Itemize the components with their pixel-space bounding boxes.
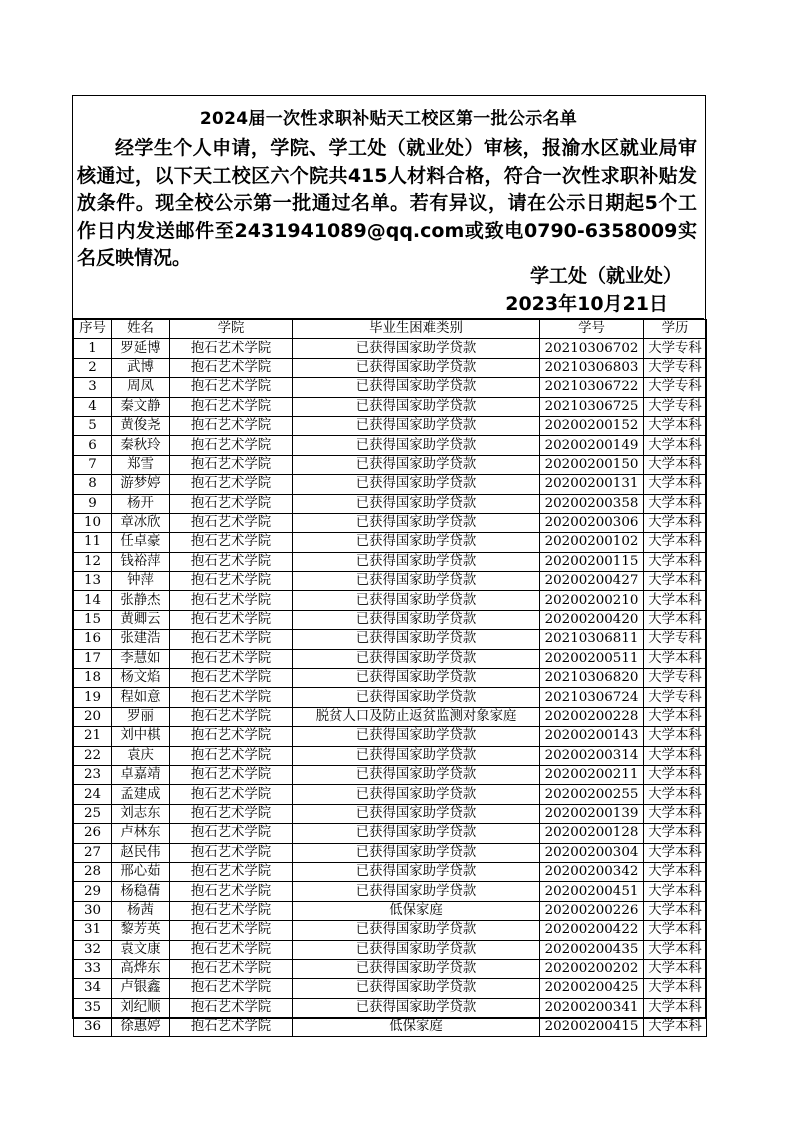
document-sheet (72, 95, 706, 1035)
cell-index: 16 (74, 630, 112, 649)
cell-difficulty-category: 脱贫人口及防止返贫监测对象家庭 (293, 707, 540, 726)
table-row (74, 785, 707, 804)
cell-name: 郑雪 (112, 455, 170, 474)
cell-student-id: 20200200425 (540, 979, 644, 998)
cell-index: 24 (74, 785, 112, 804)
table-row (74, 669, 707, 688)
cell-education: 大学本科 (644, 591, 707, 610)
cell-name: 赵民伟 (112, 843, 170, 862)
cell-student-id: 20200200341 (540, 998, 644, 1017)
cell-index: 32 (74, 940, 112, 959)
cell-index: 3 (74, 378, 112, 397)
table-row (74, 591, 707, 610)
table-row (74, 1018, 707, 1037)
table-row (74, 552, 707, 571)
cell-college: 抱石艺术学院 (170, 475, 293, 494)
cell-name: 刘纪顺 (112, 998, 170, 1017)
cell-education: 大学本科 (644, 649, 707, 668)
cell-name: 卢林东 (112, 824, 170, 843)
cell-index: 23 (74, 765, 112, 784)
cell-difficulty-category: 已获得国家助学贷款 (293, 998, 540, 1017)
cell-index: 26 (74, 824, 112, 843)
cell-difficulty-category: 已获得国家助学贷款 (293, 494, 540, 513)
cell-difficulty-category: 已获得国家助学贷款 (293, 824, 540, 843)
cell-student-id: 20200200128 (540, 824, 644, 843)
table-row (74, 959, 707, 978)
cell-education: 大学本科 (644, 804, 707, 823)
cell-student-id: 20200200139 (540, 804, 644, 823)
cell-name: 卓嘉靖 (112, 765, 170, 784)
cell-student-id: 20200200422 (540, 921, 644, 940)
cell-college: 抱石艺术学院 (170, 669, 293, 688)
cell-student-id: 20200200226 (540, 901, 644, 920)
cell-index: 21 (74, 727, 112, 746)
cell-name: 黄俊尧 (112, 416, 170, 435)
cell-difficulty-category: 已获得国家助学贷款 (293, 940, 540, 959)
cell-index: 20 (74, 707, 112, 726)
header-difficulty-category: 毕业生困难类别 (293, 320, 540, 339)
cell-name: 刘中棋 (112, 727, 170, 746)
cell-college: 抱石艺术学院 (170, 765, 293, 784)
cell-college: 抱石艺术学院 (170, 533, 293, 552)
cell-student-id: 20200200255 (540, 785, 644, 804)
cell-education: 大学本科 (644, 436, 707, 455)
cell-education: 大学专科 (644, 688, 707, 707)
cell-college: 抱石艺术学院 (170, 959, 293, 978)
cell-difficulty-category: 已获得国家助学贷款 (293, 921, 540, 940)
cell-difficulty-category: 已获得国家助学贷款 (293, 765, 540, 784)
cell-education: 大学本科 (644, 416, 707, 435)
table-row (74, 707, 707, 726)
table-row (74, 630, 707, 649)
cell-difficulty-category: 低保家庭 (293, 901, 540, 920)
cell-college: 抱石艺术学院 (170, 921, 293, 940)
cell-index: 8 (74, 475, 112, 494)
cell-difficulty-category: 已获得国家助学贷款 (293, 591, 540, 610)
cell-difficulty-category: 已获得国家助学贷款 (293, 416, 540, 435)
cell-education: 大学专科 (644, 669, 707, 688)
table-row (74, 921, 707, 940)
table-row (74, 804, 707, 823)
cell-college: 抱石艺术学院 (170, 339, 293, 358)
cell-name: 黄卿云 (112, 610, 170, 629)
cell-education: 大学本科 (644, 843, 707, 862)
cell-name: 罗延博 (112, 339, 170, 358)
cell-college: 抱石艺术学院 (170, 746, 293, 765)
cell-student-id: 20200200115 (540, 552, 644, 571)
cell-index: 10 (74, 513, 112, 532)
cell-difficulty-category: 已获得国家助学贷款 (293, 610, 540, 629)
cell-education: 大学本科 (644, 862, 707, 881)
cell-education: 大学本科 (644, 552, 707, 571)
cell-college: 抱石艺术学院 (170, 494, 293, 513)
cell-college: 抱石艺术学院 (170, 416, 293, 435)
cell-name: 杨文焰 (112, 669, 170, 688)
table-row (74, 572, 707, 591)
cell-student-id: 20200200511 (540, 649, 644, 668)
cell-name: 张静杰 (112, 591, 170, 610)
cell-name: 邢心茹 (112, 862, 170, 881)
cell-student-id: 20210306811 (540, 630, 644, 649)
cell-index: 7 (74, 455, 112, 474)
table-row (74, 998, 707, 1017)
cell-education: 大学本科 (644, 707, 707, 726)
cell-index: 9 (74, 494, 112, 513)
cell-student-id: 20200200420 (540, 610, 644, 629)
cell-college: 抱石艺术学院 (170, 397, 293, 416)
cell-index: 28 (74, 862, 112, 881)
table-row (74, 358, 707, 377)
cell-college: 抱石艺术学院 (170, 455, 293, 474)
cell-student-id: 20200200102 (540, 533, 644, 552)
cell-college: 抱石艺术学院 (170, 513, 293, 532)
cell-college: 抱石艺术学院 (170, 552, 293, 571)
cell-difficulty-category: 已获得国家助学贷款 (293, 397, 540, 416)
table-row (74, 475, 707, 494)
cell-index: 31 (74, 921, 112, 940)
cell-name: 黎芳英 (112, 921, 170, 940)
cell-education: 大学本科 (644, 494, 707, 513)
cell-index: 34 (74, 979, 112, 998)
table-row (74, 533, 707, 552)
table-row (74, 727, 707, 746)
table-row (74, 494, 707, 513)
cell-index: 35 (74, 998, 112, 1017)
cell-name: 张建浩 (112, 630, 170, 649)
cell-index: 4 (74, 397, 112, 416)
cell-difficulty-category: 已获得国家助学贷款 (293, 804, 540, 823)
cell-index: 29 (74, 882, 112, 901)
cell-education: 大学本科 (644, 746, 707, 765)
cell-name: 钟萍 (112, 572, 170, 591)
cell-difficulty-category: 已获得国家助学贷款 (293, 358, 540, 377)
cell-student-id: 20210306722 (540, 378, 644, 397)
notice-block (73, 96, 704, 319)
cell-index: 19 (74, 688, 112, 707)
cell-name: 游梦婷 (112, 475, 170, 494)
cell-student-id: 20200200150 (540, 455, 644, 474)
cell-student-id: 20200200304 (540, 843, 644, 862)
table-row (74, 339, 707, 358)
cell-name: 程如意 (112, 688, 170, 707)
header-index: 序号 (74, 320, 112, 339)
cell-name: 杨稳蒨 (112, 882, 170, 901)
cell-index: 1 (74, 339, 112, 358)
table-row (74, 862, 707, 881)
cell-student-id: 20200200143 (540, 727, 644, 746)
table-row (74, 649, 707, 668)
cell-name: 杨开 (112, 494, 170, 513)
cell-education: 大学本科 (644, 979, 707, 998)
cell-education: 大学专科 (644, 358, 707, 377)
cell-education: 大学本科 (644, 901, 707, 920)
cell-name: 任卓豪 (112, 533, 170, 552)
table-row (74, 843, 707, 862)
cell-student-id: 20200200314 (540, 746, 644, 765)
cell-education: 大学本科 (644, 610, 707, 629)
cell-index: 6 (74, 436, 112, 455)
cell-difficulty-category: 已获得国家助学贷款 (293, 378, 540, 397)
cell-difficulty-category: 已获得国家助学贷款 (293, 979, 540, 998)
cell-name: 高烨东 (112, 959, 170, 978)
cell-index: 2 (74, 358, 112, 377)
cell-difficulty-category: 已获得国家助学贷款 (293, 959, 540, 978)
cell-student-id: 20200200131 (540, 475, 644, 494)
cell-difficulty-category: 已获得国家助学贷款 (293, 843, 540, 862)
cell-name: 周凤 (112, 378, 170, 397)
table-row (74, 824, 707, 843)
cell-difficulty-category: 已获得国家助学贷款 (293, 475, 540, 494)
cell-education: 大学本科 (644, 940, 707, 959)
cell-index: 15 (74, 610, 112, 629)
cell-student-id: 20200200202 (540, 959, 644, 978)
cell-education: 大学本科 (644, 824, 707, 843)
table-row (74, 765, 707, 784)
cell-name: 卢银鑫 (112, 979, 170, 998)
cell-name: 杨茜 (112, 901, 170, 920)
cell-education: 大学本科 (644, 727, 707, 746)
table-row (74, 979, 707, 998)
table-row (74, 901, 707, 920)
table-row (74, 416, 707, 435)
table-row (74, 882, 707, 901)
cell-college: 抱石艺术学院 (170, 843, 293, 862)
cell-difficulty-category: 已获得国家助学贷款 (293, 727, 540, 746)
cell-name: 李慧如 (112, 649, 170, 668)
issue-date: 2023年10月21日 (505, 293, 668, 315)
cell-college: 抱石艺术学院 (170, 649, 293, 668)
cell-student-id: 20200200211 (540, 765, 644, 784)
cell-education: 大学本科 (644, 455, 707, 474)
cell-student-id: 20200200228 (540, 707, 644, 726)
cell-education: 大学本科 (644, 533, 707, 552)
cell-college: 抱石艺术学院 (170, 378, 293, 397)
cell-college: 抱石艺术学院 (170, 882, 293, 901)
cell-index: 36 (74, 1018, 112, 1037)
cell-college: 抱石艺术学院 (170, 901, 293, 920)
cell-student-id: 20200200427 (540, 572, 644, 591)
table-row (74, 397, 707, 416)
cell-difficulty-category: 已获得国家助学贷款 (293, 339, 540, 358)
cell-college: 抱石艺术学院 (170, 630, 293, 649)
cell-index: 27 (74, 843, 112, 862)
cell-index: 22 (74, 746, 112, 765)
cell-difficulty-category: 已获得国家助学贷款 (293, 688, 540, 707)
cell-college: 抱石艺术学院 (170, 591, 293, 610)
recipient-table (73, 319, 707, 1037)
cell-name: 秦文静 (112, 397, 170, 416)
cell-index: 25 (74, 804, 112, 823)
cell-education: 大学本科 (644, 572, 707, 591)
cell-index: 12 (74, 552, 112, 571)
header-name: 姓名 (112, 320, 170, 339)
cell-student-id: 20210306725 (540, 397, 644, 416)
table-body (74, 339, 707, 1037)
cell-name: 罗丽 (112, 707, 170, 726)
cell-student-id: 20200200451 (540, 882, 644, 901)
cell-difficulty-category: 已获得国家助学贷款 (293, 882, 540, 901)
cell-education: 大学本科 (644, 513, 707, 532)
cell-education: 大学本科 (644, 998, 707, 1017)
cell-college: 抱石艺术学院 (170, 707, 293, 726)
cell-college: 抱石艺术学院 (170, 862, 293, 881)
cell-name: 秦秋玲 (112, 436, 170, 455)
cell-college: 抱石艺术学院 (170, 940, 293, 959)
cell-education: 大学专科 (644, 378, 707, 397)
cell-student-id: 20200200306 (540, 513, 644, 532)
cell-name: 章冰欣 (112, 513, 170, 532)
header-college: 学院 (170, 320, 293, 339)
cell-college: 抱石艺术学院 (170, 824, 293, 843)
cell-name: 徐惠婷 (112, 1018, 170, 1037)
cell-education: 大学专科 (644, 397, 707, 416)
cell-student-id: 20210306702 (540, 339, 644, 358)
cell-name: 袁文康 (112, 940, 170, 959)
table-row (74, 940, 707, 959)
cell-college: 抱石艺术学院 (170, 804, 293, 823)
cell-index: 18 (74, 669, 112, 688)
notice-body: 经学生个人申请，学院、学工处（就业处）审核，报渝水区就业局审核通过，以下天工校区六个院共415人材料合格，符合一次性求职补贴发放条件。现全校公示第一批通过名单。若有异议，请在公示日期起5个工作日内发送邮件至2431941089@qq.com或致电0790-6358009实名反映情况。 (77, 137, 697, 269)
cell-difficulty-category: 已获得国家助学贷款 (293, 552, 540, 571)
cell-education: 大学本科 (644, 882, 707, 901)
cell-difficulty-category: 已获得国家助学贷款 (293, 862, 540, 881)
cell-name: 钱裕萍 (112, 552, 170, 571)
cell-difficulty-category: 低保家庭 (293, 1018, 540, 1037)
cell-difficulty-category: 已获得国家助学贷款 (293, 455, 540, 474)
table-row (74, 688, 707, 707)
cell-student-id: 20200200415 (540, 1018, 644, 1037)
cell-student-id: 20200200210 (540, 591, 644, 610)
cell-college: 抱石艺术学院 (170, 785, 293, 804)
cell-education: 大学专科 (644, 630, 707, 649)
issuing-department: 学工处（就业处） (529, 265, 682, 287)
cell-index: 33 (74, 959, 112, 978)
table-row (74, 513, 707, 532)
cell-name: 袁庆 (112, 746, 170, 765)
cell-name: 武博 (112, 358, 170, 377)
table-row (74, 746, 707, 765)
cell-education: 大学专科 (644, 339, 707, 358)
cell-college: 抱石艺术学院 (170, 727, 293, 746)
cell-education: 大学本科 (644, 921, 707, 940)
cell-education: 大学本科 (644, 765, 707, 784)
table-header-row (74, 320, 707, 339)
cell-difficulty-category: 已获得国家助学贷款 (293, 513, 540, 532)
cell-college: 抱石艺术学院 (170, 572, 293, 591)
cell-student-id: 20200200149 (540, 436, 644, 455)
cell-index: 17 (74, 649, 112, 668)
table-row (74, 455, 707, 474)
table-row (74, 436, 707, 455)
cell-college: 抱石艺术学院 (170, 998, 293, 1017)
cell-difficulty-category: 已获得国家助学贷款 (293, 533, 540, 552)
cell-student-id: 20200200152 (540, 416, 644, 435)
notice-title: 2024届一次性求职补贴天工校区第一批公示名单 (199, 109, 578, 129)
cell-education: 大学本科 (644, 475, 707, 494)
cell-student-id: 20210306724 (540, 688, 644, 707)
cell-index: 11 (74, 533, 112, 552)
cell-difficulty-category: 已获得国家助学贷款 (293, 572, 540, 591)
cell-college: 抱石艺术学院 (170, 610, 293, 629)
cell-student-id: 20200200358 (540, 494, 644, 513)
cell-difficulty-category: 已获得国家助学贷款 (293, 669, 540, 688)
cell-index: 5 (74, 416, 112, 435)
cell-name: 刘志东 (112, 804, 170, 823)
cell-difficulty-category: 已获得国家助学贷款 (293, 630, 540, 649)
table-row (74, 378, 707, 397)
cell-index: 30 (74, 901, 112, 920)
cell-college: 抱石艺术学院 (170, 358, 293, 377)
cell-student-id: 20210306803 (540, 358, 644, 377)
cell-difficulty-category: 已获得国家助学贷款 (293, 436, 540, 455)
cell-education: 大学本科 (644, 785, 707, 804)
cell-name: 孟建成 (112, 785, 170, 804)
cell-difficulty-category: 已获得国家助学贷款 (293, 785, 540, 804)
cell-difficulty-category: 已获得国家助学贷款 (293, 649, 540, 668)
table-row (74, 610, 707, 629)
cell-student-id: 20200200342 (540, 862, 644, 881)
cell-college: 抱石艺术学院 (170, 688, 293, 707)
header-student-id: 学号 (540, 320, 644, 339)
cell-student-id: 20210306820 (540, 669, 644, 688)
cell-college: 抱石艺术学院 (170, 979, 293, 998)
cell-college: 抱石艺术学院 (170, 436, 293, 455)
cell-student-id: 20200200435 (540, 940, 644, 959)
cell-index: 14 (74, 591, 112, 610)
cell-education: 大学本科 (644, 1018, 707, 1037)
cell-difficulty-category: 已获得国家助学贷款 (293, 746, 540, 765)
cell-index: 13 (74, 572, 112, 591)
cell-education: 大学本科 (644, 959, 707, 978)
cell-college: 抱石艺术学院 (170, 1018, 293, 1037)
header-education: 学历 (644, 320, 707, 339)
